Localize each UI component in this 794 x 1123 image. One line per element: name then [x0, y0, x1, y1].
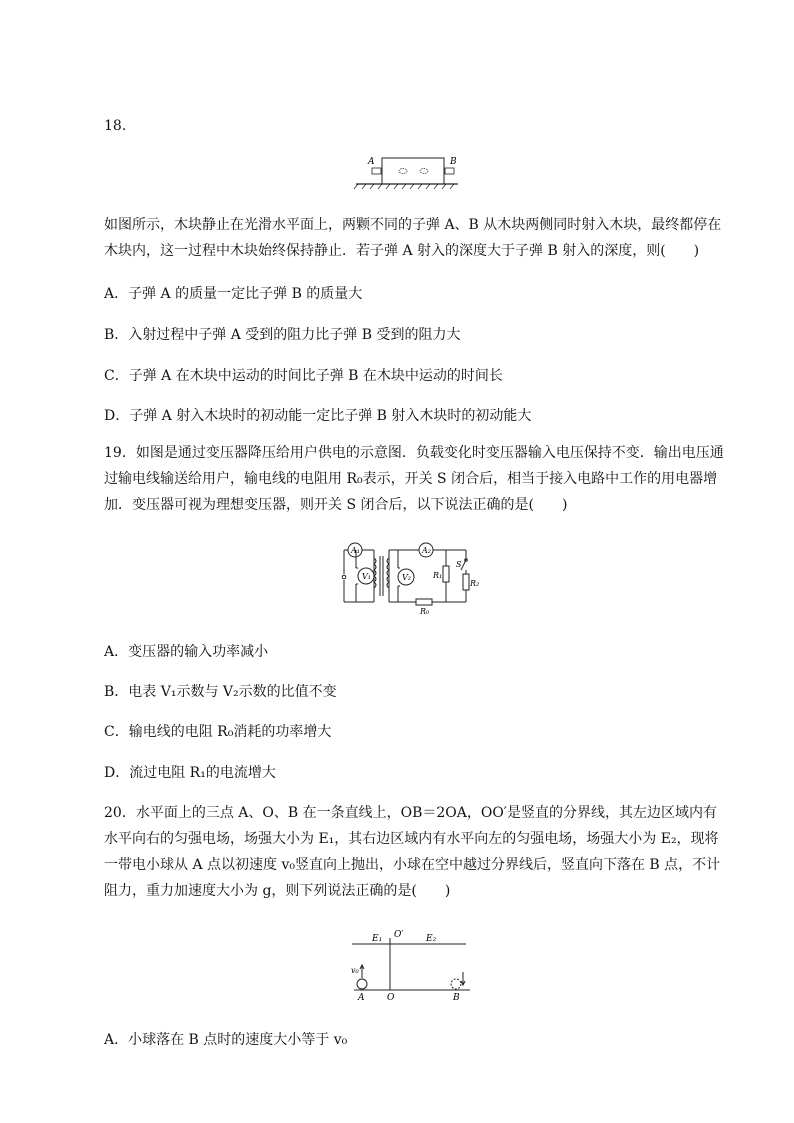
- question-18-figure: [352, 150, 462, 190]
- question-18-option-a: A．子弹 A 的质量一定比子弹 B 的质量大: [104, 286, 363, 302]
- label-v2: V₂: [402, 573, 411, 582]
- question-19-figure: [336, 538, 486, 616]
- question-19-option-b: B．电表 V₁示数与 V₂示数的比值不变: [104, 684, 337, 700]
- label-a2: A₂: [422, 546, 431, 555]
- label-s: S: [456, 560, 462, 569]
- label-r0: R₀: [420, 607, 430, 616]
- label-a: A: [368, 157, 375, 167]
- question-20-figure: [348, 922, 473, 1002]
- label-o: O: [387, 993, 395, 1002]
- question-18-number: 18.: [104, 118, 127, 134]
- block-bullets-diagram: [352, 150, 462, 190]
- question-19-option-a: A．变压器的输入功率减小: [104, 644, 269, 660]
- electric-field-diagram: [348, 922, 473, 1002]
- question-19-option-c: C．输电线的电阻 R₀消耗的功率增大: [104, 724, 332, 740]
- label-o-prime: O′: [394, 930, 404, 940]
- question-19-stem: 19．如图是通过变压器降压给用户供电的示意图．负载变化时变压器输入电压保持不变．输出电压通过输电线输送给用户，输电线的电阻用 R₀表示，开关 S 闭合后，相当于接入电路中工作的用电器增加．变压器可视为理想变压器，则开关 S 闭合后，以下说法正确的是( ): [104, 445, 724, 513]
- label-e2: E₂: [426, 934, 437, 944]
- question-18-stem: 如图所示，木块静止在光滑水平面上，两颗不同的子弹 A、B 从木块两侧同时射入木块，最终都停在木块内，这一过程中木块始终保持静止．若子弹 A 射入的深度大于子弹 B 射入的深度，则( ): [104, 217, 722, 259]
- label-r1: R₁: [433, 571, 443, 580]
- label-r2: R₂: [470, 579, 480, 588]
- label-v0: v₀: [351, 966, 359, 975]
- label-b: B: [453, 993, 460, 1002]
- question-18-option-c: C．子弹 A 在木块中运动的时间比子弹 B 在木块中运动的时间长: [104, 368, 503, 384]
- question-18-option-b: B．入射过程中子弹 A 受到的阻力比子弹 B 受到的阻力大: [104, 327, 461, 343]
- transformer-circuit-diagram: [336, 538, 486, 616]
- question-20-option-a: A．小球落在 B 点时的速度大小等于 v₀: [104, 1032, 348, 1048]
- label-a: A: [358, 993, 365, 1002]
- label-v1: V₁: [362, 572, 371, 581]
- label-a1: A₁: [351, 546, 360, 555]
- label-e1: E₁: [372, 934, 383, 944]
- question-19-option-d: D．流过电阻 R₁的电流增大: [104, 765, 276, 781]
- label-b: B: [450, 157, 457, 167]
- question-18-option-d: D．子弹 A 射入木块时的初动能一定比子弹 B 射入木块时的初动能大: [104, 408, 532, 424]
- question-20-stem: 20．水平面上的三点 A、O、B 在一条直线上，OB＝2OA，OO′是竖直的分界线，其左边区域内有水平向右的匀强电场，场强大小为 E₁，其右边区域内有水平向左的匀强电场，场强大小为 E₂，现将一带电小球从 A 点以初速度 v₀竖直向上抛出，小球在空中越过分界线后，竖直向下落在 B 点，不计阻力，重力加速度大小为 g，则下列说法正确的是( ): [104, 805, 721, 899]
